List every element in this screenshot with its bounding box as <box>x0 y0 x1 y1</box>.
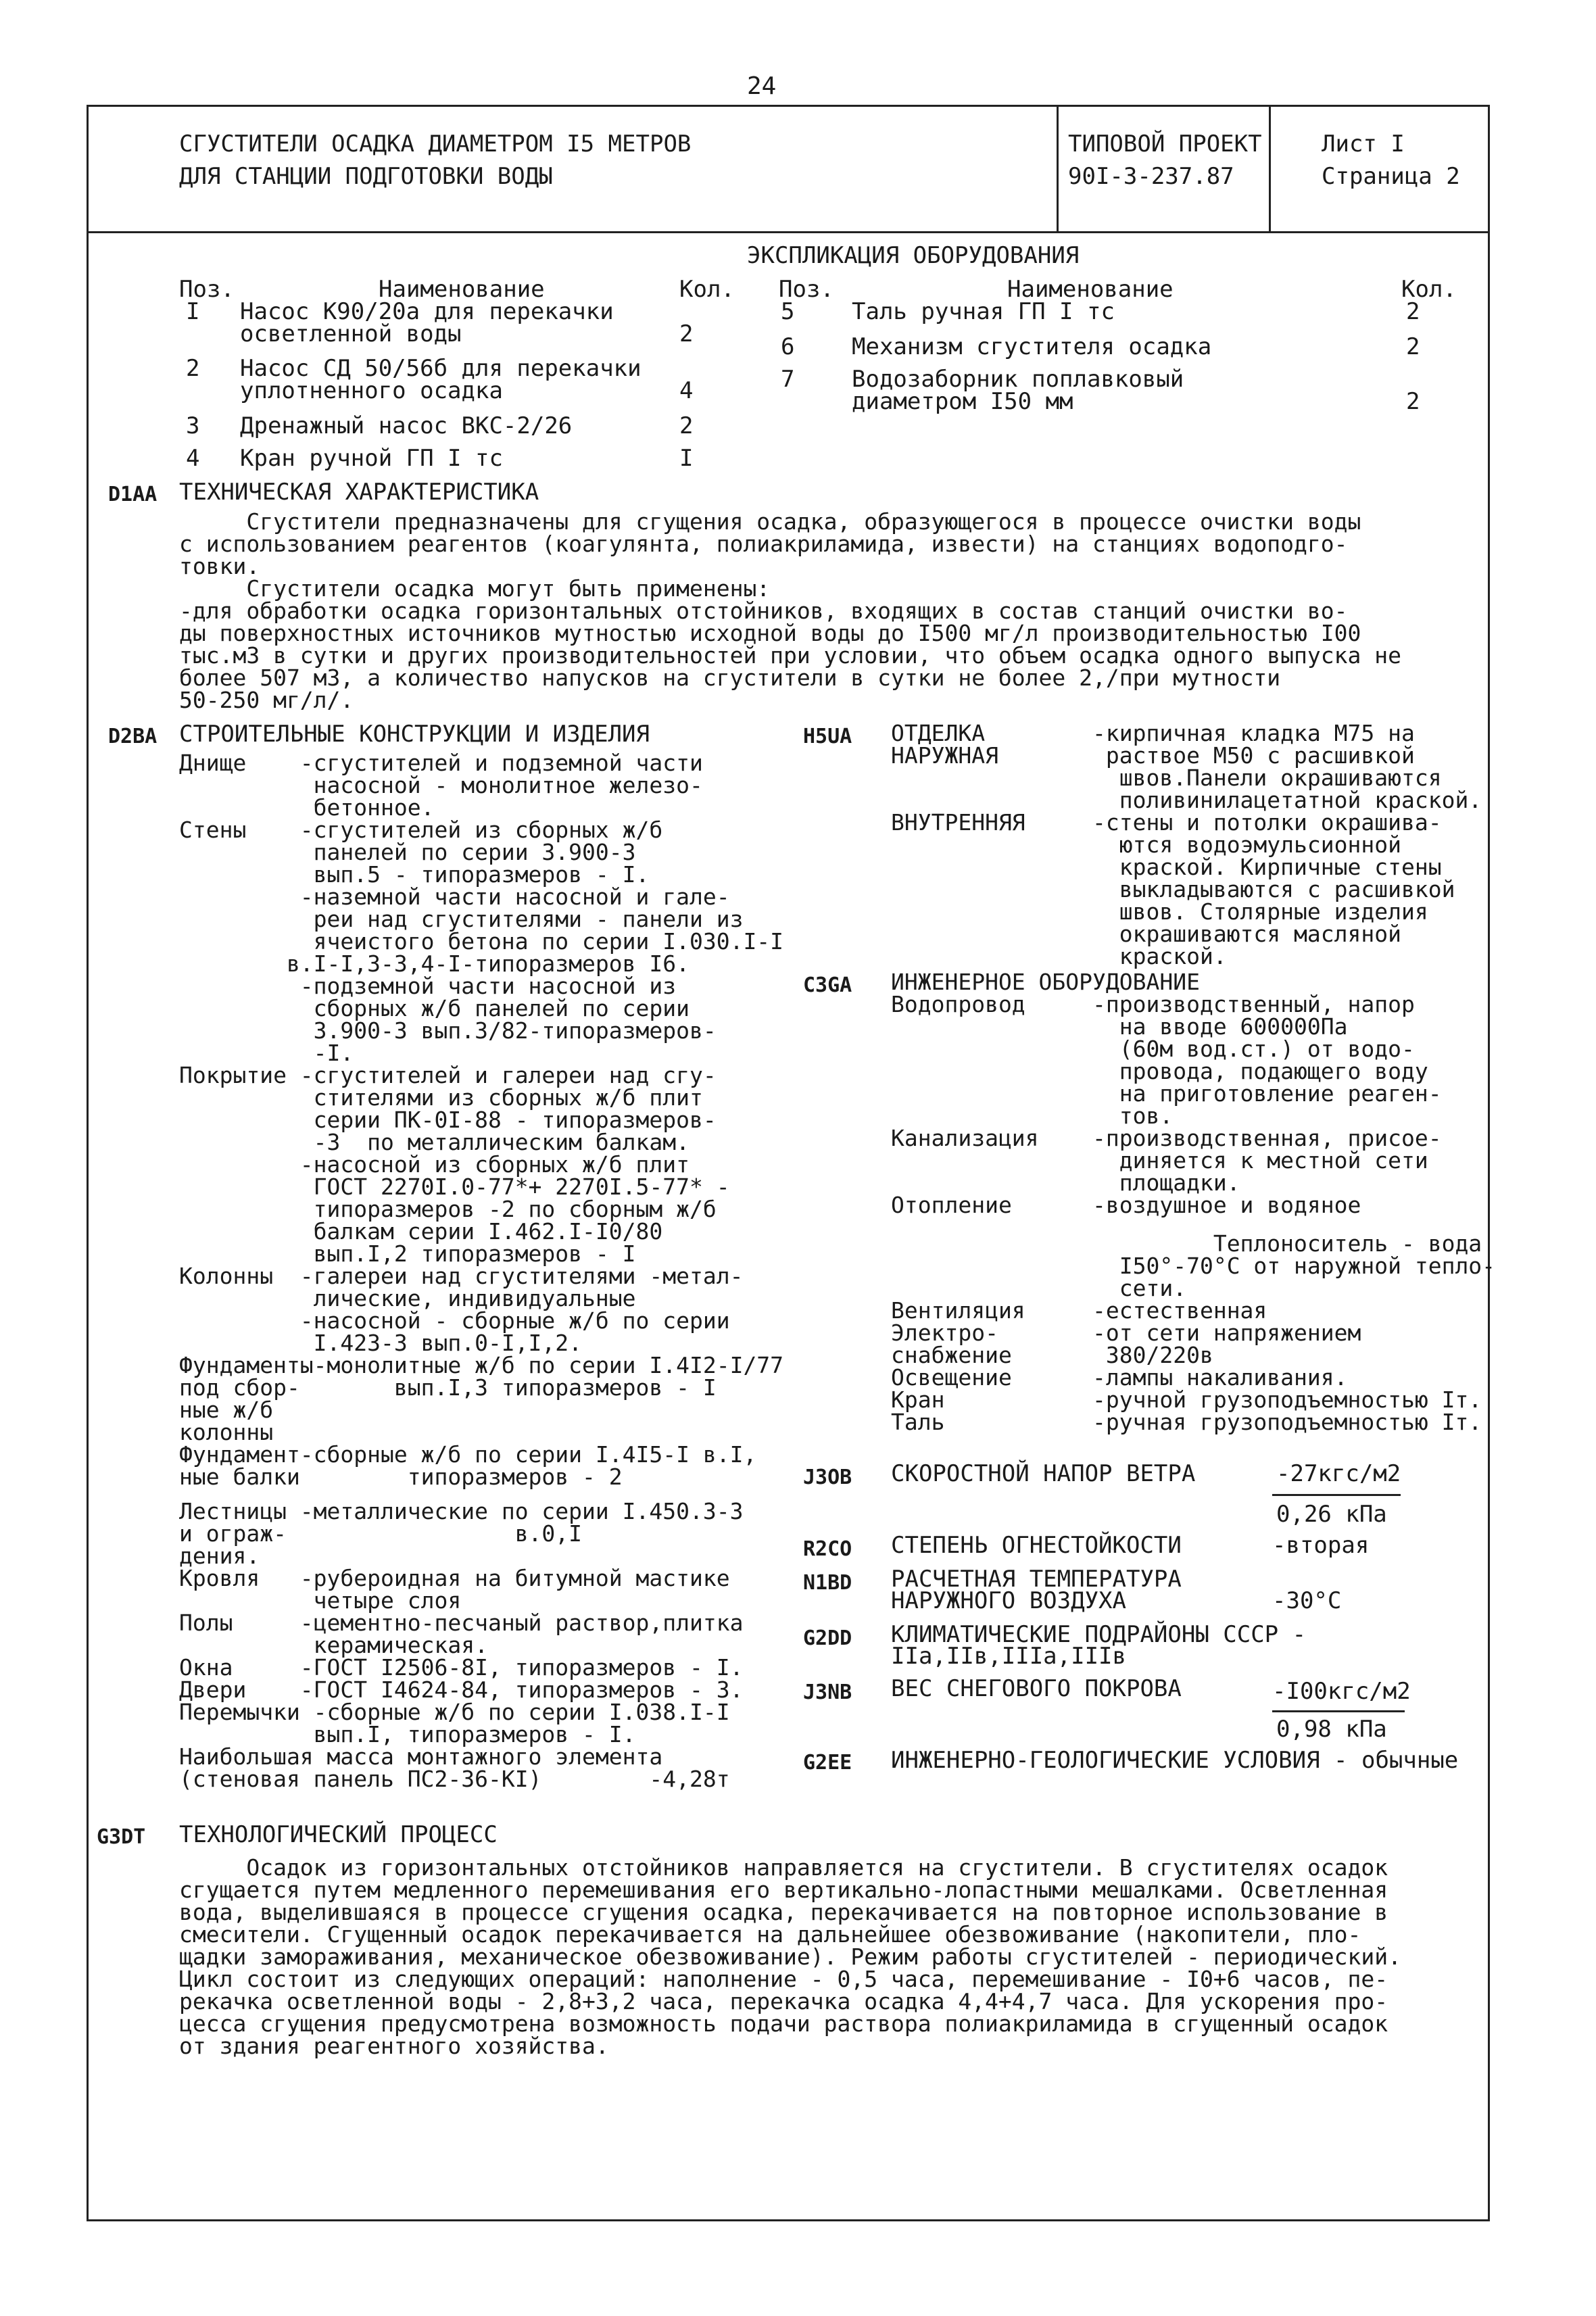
construct-line: типоразмеров -2 по сборным ж/б <box>179 1196 717 1222</box>
equipment-col-pos-left: Поз. <box>179 276 235 303</box>
engineering-line: ИНЖЕНЕРНОЕ ОБОРУДОВАНИЕ <box>891 969 1200 995</box>
snow-kpa: 0,98 кПа <box>1276 1716 1387 1743</box>
tech-line: Сгустители предназначены для сгущения осадка, образующегося в процессе очистки воды <box>179 508 1361 535</box>
project-label: ТИПОВОЙ ПРОЕКТ <box>1068 130 1262 158</box>
construct-line: -насосной - сборные ж/б по серии <box>179 1307 730 1334</box>
wind-underline <box>1272 1494 1401 1496</box>
construct-line: Стены -сгустителей из сборных ж/б <box>179 817 663 843</box>
construct-line: Кровля -рубероидная на битумной мастике <box>179 1565 730 1591</box>
snow-code: J3NB <box>803 1681 852 1704</box>
engineering-line: Электро- -от сети напряжением <box>891 1320 1361 1346</box>
engineering-line: I50°-70°С от наружной тепло- <box>891 1253 1496 1279</box>
equipment-pos-5: 5 <box>781 298 795 325</box>
construct-line: -I. <box>179 1040 354 1066</box>
construct-body <box>179 752 783 1790</box>
fire-value: -вторая <box>1272 1532 1370 1559</box>
engineering-line: диняется к местной сети <box>891 1147 1428 1174</box>
equipment-qty-3: 2 <box>679 412 694 439</box>
equipment-pos-3: 3 <box>186 412 200 439</box>
engineering-line: Освещение -лампы накаливания. <box>891 1364 1348 1391</box>
tech-line: -для обработки осадка горизонтальных отстойников, входящих в состав станций очистки во- <box>179 598 1348 624</box>
construct-line: серии ПК-0I-88 - типоразмеров- <box>179 1107 717 1133</box>
construct-line: насосной - монолитное железо- <box>179 772 703 798</box>
construct-line: дения. <box>179 1543 260 1569</box>
equipment-col-name-right: Наименование <box>1007 276 1174 303</box>
construct-line: реи над сгустителями - панели из <box>179 906 744 932</box>
equipment-pos-1: I <box>186 298 200 325</box>
tech-line: Сгустители осадка могут быть применены: <box>179 575 771 602</box>
process-line: сгущается путем медленного перемешивания его вертикально-лопастными мешалками. Осветленная <box>179 1877 1388 1903</box>
engineering-line: сети. <box>891 1275 1187 1301</box>
equipment-name-5: Таль ручная ГП I тс <box>852 298 1115 325</box>
equipment-qty-2: 4 <box>679 377 694 404</box>
process-code: G3DT <box>97 1825 146 1849</box>
construct-line: (стеновая панель ПС2-36-КI) -4,28т <box>179 1766 730 1792</box>
wind-label: СКОРОСТНОЙ НАПОР ВЕТРА <box>891 1460 1196 1487</box>
doc-title-line1: СГУСТИТЕЛИ ОСАДКА ДИАМЕТРОМ I5 МЕТРОВ <box>179 130 692 158</box>
construct-line: 3.900-3 вып.3/82-типоразмеров- <box>179 1017 717 1044</box>
equipment-name-7b: диаметром I50 мм <box>852 388 1073 415</box>
construct-line: ячеистого бетона по серии I.030.I-I <box>179 928 784 955</box>
construct-line: ные ж/б <box>179 1397 274 1423</box>
construct-line: Днище -сгустителей и подземной части <box>179 750 703 776</box>
equipment-pos-4: 4 <box>186 445 200 472</box>
equipment-name-1a: Насос К90/20а для перекачки <box>240 298 614 325</box>
doc-title-line2: ДЛЯ СТАНЦИИ ПОДГОТОВКИ ВОДЫ <box>179 163 553 190</box>
construct-line: под сбор- вып.I,3 типоразмеров - I <box>179 1374 717 1401</box>
process-body <box>179 1856 1401 2057</box>
construct-line: лические, индивидуальные <box>179 1285 636 1311</box>
header-bottom-line <box>87 231 1490 233</box>
finish-line: окрашиваются масляной <box>891 921 1401 947</box>
climate-line-2: IIа,IIв,IIIа,IIIв <box>891 1643 1126 1670</box>
equipment-name-1b: осветленной воды <box>240 320 462 347</box>
climate-code: G2DD <box>803 1626 852 1650</box>
fire-code: R2CO <box>803 1537 852 1561</box>
tech-line: с использованием реагентов (коагулянта, полиакриламида, извести) на станциях водоподго- <box>179 531 1348 557</box>
construct-line: Окна -ГОСТ I2506-8I, типоразмеров - I. <box>179 1654 744 1681</box>
engineering-line: (60м вод.ст.) от водо- <box>891 1036 1415 1062</box>
engineering-line: Таль -ручная грузоподъемностью Iт. <box>891 1409 1482 1435</box>
finish-line: краской. Кирпичные стены <box>891 854 1442 880</box>
finish-line: ВНУТРЕННЯЯ -стены и потолки окрашива- <box>891 809 1442 836</box>
equipment-qty-4: I <box>679 445 694 472</box>
construct-line: вып.5 - типоразмеров - I. <box>179 861 650 888</box>
header-divider-2 <box>1269 105 1271 233</box>
construct-line: Полы -цементно-песчаный раствор,плитка <box>179 1610 744 1636</box>
finish-line: ОТДЕЛКА -кирпичная кладка М75 на <box>891 720 1415 746</box>
finish-line: швов. Столярные изделия <box>891 898 1428 925</box>
wind-kpa: 0,26 кПа <box>1276 1501 1387 1528</box>
construct-line: Фундаменты-монолитные ж/б по серии I.4I2-I/77 <box>179 1352 784 1378</box>
tech-line: 50-250 мг/л/. <box>179 687 354 713</box>
construct-line: Лестницы -металлические по серии I.450.3-3 <box>179 1498 744 1524</box>
finish-line: НАРУЖНАЯ раствое М50 с расшивкой <box>891 742 1415 769</box>
frame-left-line <box>87 105 89 2221</box>
engineering-line: тов. <box>891 1103 1174 1129</box>
snow-label: ВЕС СНЕГОВОГО ПОКРОВА <box>891 1675 1182 1702</box>
construct-line: балкам серии I.462.I-I0/80 <box>179 1218 663 1245</box>
construct-line: -3 по металлическим балкам. <box>179 1129 690 1155</box>
temp-code: N1BD <box>803 1571 852 1595</box>
construct-line: четыре слоя <box>179 1587 462 1614</box>
equipment-name-3: Дренажный насос ВКС-2/26 <box>240 412 573 439</box>
equipment-qty-6: 2 <box>1406 333 1420 360</box>
project-number: 90I-3-237.87 <box>1068 163 1234 190</box>
sheet-label: Лист I <box>1322 130 1405 158</box>
finish-code: H5UA <box>803 725 852 748</box>
frame-top-line <box>87 105 1490 107</box>
construct-line: в.I-I,3-3,4-I-типоразмеров I6. <box>179 950 690 977</box>
construct-title: СТРОИТЕЛЬНЫЕ КОНСТРУКЦИИ И ИЗДЕЛИЯ <box>179 721 650 748</box>
snow-underline <box>1272 1710 1405 1712</box>
construct-line: стителями из сборных ж/б плит <box>179 1084 703 1111</box>
construct-line: панелей по серии 3.900-3 <box>179 839 636 865</box>
construct-line: керамическая. <box>179 1632 488 1658</box>
climate-line-1: КЛИМАТИЧЕСКИЕ ПОДРАЙОНЫ СССР - <box>891 1621 1307 1648</box>
engineering-line: Водопровод -производственный, напор <box>891 991 1415 1017</box>
geology-line: ИНЖЕНЕРНО-ГЕОЛОГИЧЕСКИЕ УСЛОВИЯ - обычные <box>891 1747 1459 1774</box>
finish-body <box>891 722 1482 967</box>
construct-line: Фундамент-сборные ж/б по серии I.4I5-I в.I, <box>179 1441 757 1468</box>
construct-line: вып.I,2 типоразмеров - I <box>179 1240 636 1267</box>
process-line: Осадок из горизонтальных отстойников направляется на сгустители. В сгустителях осадок <box>179 1854 1388 1881</box>
process-line: вода, выделившаяся в процессе сгущения осадка, перекачивается на повторное использование в <box>179 1899 1388 1925</box>
equipment-name-2b: уплотненного осадка <box>240 377 503 404</box>
construct-line: колонны <box>179 1419 274 1445</box>
construct-line: Перемычки -сборные ж/б по серии I.038.I-I <box>179 1699 730 1725</box>
engineering-line: Вентиляция -естественная <box>891 1297 1267 1324</box>
engineering-line: Канализация -производственная, присое- <box>891 1125 1442 1151</box>
equipment-name-7a: Водозаборник поплавковый <box>852 366 1184 393</box>
tech-line: товки. <box>179 553 260 579</box>
process-line: щадки замораживания, механическое обезвоживание). Режим работы сгустителей - периодический. <box>179 1944 1401 1970</box>
construct-line: ные балки типоразмеров - 2 <box>179 1464 623 1490</box>
construct-line: -подземной части насосной из <box>179 973 677 999</box>
process-line: Цикл состоит из следующих операций: наполнение - 0,5 часа, перемешивание - I0+6 часов, пе- <box>179 1966 1388 1992</box>
finish-line: выкладываются с расшивкой <box>891 876 1455 902</box>
finish-line: швов.Панели окрашиваются <box>891 765 1442 791</box>
wind-value: -27кгс/м2 <box>1276 1460 1401 1487</box>
tech-title: ТЕХНИЧЕСКАЯ ХАРАКТЕРИСТИКА <box>179 479 539 506</box>
construct-line: Покрытие -сгустителей и галереи над сгу- <box>179 1062 717 1088</box>
equipment-pos-6: 6 <box>781 333 795 360</box>
finish-line: поливинилацетатной краской. <box>891 787 1482 813</box>
engineering-line: провода, подающего воду <box>891 1058 1428 1084</box>
equipment-pos-2: 2 <box>186 355 200 382</box>
tech-line: более 507 м3, а количество напусков на сгустители в сутки не более 2,/при мутности <box>179 665 1281 691</box>
construct-line: Наибольшая масса монтажного элемента <box>179 1743 663 1770</box>
equipment-qty-5: 2 <box>1406 298 1420 325</box>
temp-label-1: РАСЧЕТНАЯ ТЕМПЕРАТУРА <box>891 1566 1182 1593</box>
equipment-col-name-left: Наименование <box>379 276 545 303</box>
page-label: Страница 2 <box>1322 163 1460 190</box>
equipment-col-pos-right: Поз. <box>779 276 834 303</box>
construct-line: и ограж- в.0,I <box>179 1520 583 1547</box>
equipment-qty-7: 2 <box>1406 388 1420 415</box>
frame-bottom-line <box>87 2219 1490 2221</box>
process-line: цесса сгущения предусмотрена возможность подачи раствора полиакриламида в сгущенный осадок <box>179 2010 1388 2037</box>
construct-code: D2BA <box>108 725 158 748</box>
page-number: 24 <box>747 72 777 100</box>
equipment-qty-1: 2 <box>679 320 694 347</box>
construct-line: Двери -ГОСТ I4624-84, типоразмеров - 3. <box>179 1676 744 1703</box>
construct-line: бетонное. <box>179 794 435 821</box>
wind-code: J3OB <box>803 1466 852 1489</box>
tech-line: тыс.м3 в сутки и других производительностей при условии, что объем осадка одного выпуска не <box>179 642 1401 669</box>
equipment-col-qty-right: Кол. <box>1401 276 1457 303</box>
engineering-code: C3GA <box>803 973 852 997</box>
finish-line: краской. <box>891 943 1227 969</box>
construct-line: Колонны -галереи над сгустителями -метал- <box>179 1263 744 1289</box>
engineering-line: Теплоноситель - вода <box>891 1230 1482 1257</box>
geology-code: G2EE <box>803 1751 852 1775</box>
tech-line: ды поверхностных источников мутностью исходной воды до I500 мг/л производительностью I00 <box>179 620 1361 646</box>
equipment-title: ЭКСПЛИКАЦИЯ ОБОРУДОВАНИЯ <box>747 242 1080 269</box>
engineering-line: на вводе 600000Па <box>891 1013 1348 1040</box>
header-divider-1 <box>1057 105 1059 233</box>
tech-code: D1AA <box>108 483 158 506</box>
equipment-name-6: Механизм сгустителя осадка <box>852 333 1212 360</box>
process-title: ТЕХНОЛОГИЧЕСКИЙ ПРОЦЕСС <box>179 1821 498 1848</box>
engineering-line: Отопление -воздушное и водяное <box>891 1192 1361 1218</box>
process-line: рекачка осветленной воды - 2,8+3,2 часа, перекачка осадка 4,4+4,7 часа. Для ускорения про- <box>179 1988 1388 2015</box>
equipment-col-qty-left: Кол. <box>679 276 735 303</box>
engineering-line: площадки. <box>891 1169 1240 1196</box>
engineering-line: на приготовление реаген- <box>891 1080 1442 1107</box>
temp-value: -30°С <box>1272 1587 1342 1614</box>
engineering-body <box>891 971 1495 1433</box>
construct-line: вып.I, типоразмеров - I. <box>179 1721 636 1747</box>
engineering-line: Кран -ручной грузоподъемностью Iт. <box>891 1386 1482 1413</box>
equipment-name-2a: Насос СД 50/56б для перекачки <box>240 355 642 382</box>
construct-line: ГОСТ 2270I.0-77*+ 2270I.5-77* - <box>179 1174 730 1200</box>
equipment-name-4: Кран ручной ГП I тс <box>240 445 503 472</box>
process-line: смесители. Сгущенный осадок перекачивается на дальнейшее обезвоживание (накопители, пло- <box>179 1921 1361 1948</box>
tech-body <box>179 510 1401 711</box>
construct-line: -насосной из сборных ж/б плит <box>179 1151 690 1178</box>
fire-label: СТЕПЕНЬ ОГНЕСТОЙКОСТИ <box>891 1532 1182 1559</box>
construct-line: -наземной части насосной и гале- <box>179 884 730 910</box>
finish-line: ются водоэмульсионной <box>891 831 1401 858</box>
temp-label-2: НАРУЖНОГО ВОЗДУХА <box>891 1587 1126 1614</box>
snow-value: -I00кгс/м2 <box>1272 1678 1411 1705</box>
construct-line: сборных ж/б панелей по серии <box>179 995 690 1021</box>
equipment-pos-7: 7 <box>781 366 795 393</box>
engineering-line: снабжение 380/220в <box>891 1342 1213 1368</box>
construct-line: I.423-3 вып.0-I,I,2. <box>179 1330 583 1356</box>
process-line: от здания реагентного хозяйства. <box>179 2033 609 2059</box>
